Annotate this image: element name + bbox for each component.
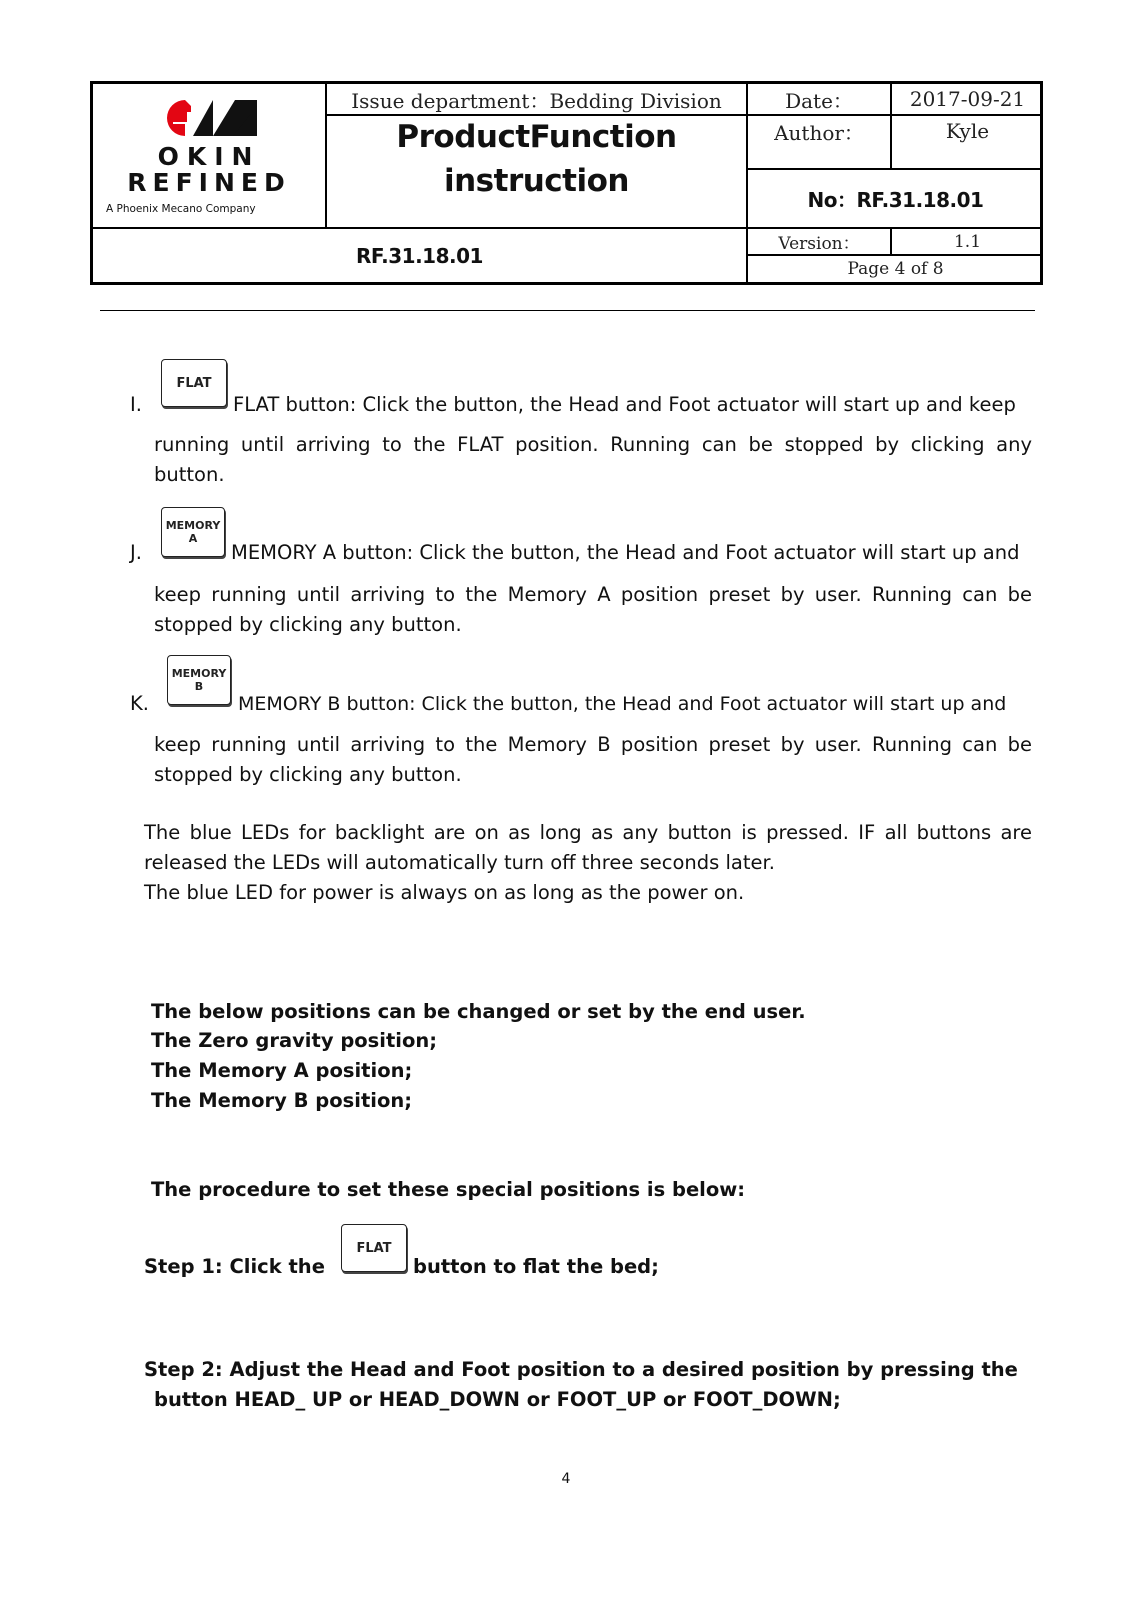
step1-flat-key-label: FLAT: [356, 1240, 392, 1256]
step1-prefix: Step 1: Click the: [144, 1255, 325, 1278]
header-divider: [100, 310, 1035, 311]
item-j-first-line: MEMORY A button: Click the button, the Head and Foot actuator will start up and: [231, 541, 1020, 564]
position-memory-b: The Memory B position;: [151, 1089, 413, 1112]
logo-tagline: A Phoenix Mecano Company: [106, 203, 256, 215]
page-info: Page 4 of 8: [847, 259, 944, 279]
logo-okin-text: OKIN: [157, 142, 261, 171]
step2-line2: button HEAD_ UP or HEAD_DOWN or FOOT_UP or FOOT_DOWN;: [154, 1388, 841, 1411]
position-zero-gravity: The Zero gravity position;: [151, 1029, 438, 1052]
date-value: 2017-09-21: [909, 87, 1026, 111]
item-j-text: keep running until arriving to the Memory A position preset by user. Running can be stopped by clicking any button.: [154, 583, 1032, 636]
doc-number: No：RF.31.18.01: [807, 188, 984, 212]
item-i-text: running until arriving to the FLAT position. Running can be stopped by clicking any button.: [154, 433, 1032, 486]
procedure-title: The procedure to set these special positions is below:: [151, 1178, 746, 1201]
page-number: 4: [561, 1471, 571, 1487]
document-header-table: [90, 81, 1043, 285]
memory-b-key-icon: [167, 655, 231, 705]
flat-key-label: FLAT: [176, 375, 212, 391]
item-k-first-line: MEMORY B button: Click the button, the Head and Foot actuator will start up and: [238, 693, 1007, 715]
step2-line1: Step 2: Adjust the Head and Foot position to a desired position by pressing the: [144, 1358, 1018, 1381]
led-backlight-text: The blue LEDs for backlight are on as long as any button is pressed. IF all buttons are released the LEDs will automatically turn off three seconds later.: [144, 821, 1032, 874]
item-marker-k: K.: [130, 692, 149, 715]
logo-refined-text: REFINED: [127, 168, 291, 197]
memory-b-key-sub: B: [194, 680, 204, 693]
position-memory-a: The Memory A position;: [151, 1059, 413, 1082]
memory-a-key-sub: A: [188, 532, 198, 545]
doc-title-line2: instruction: [443, 163, 629, 199]
item-i-first-line: FLAT button: Click the button, the Head and Foot actuator will start up and keep: [233, 393, 1016, 416]
memory-a-key-label: MEMORY: [165, 519, 221, 532]
author-label: Author：: [774, 120, 864, 145]
issue-department: Issue department：Bedding Division: [351, 88, 722, 113]
date-label: Date：: [785, 88, 853, 113]
positions-intro: The below positions can be changed or set by the end user.: [151, 1000, 806, 1023]
memory-b-key-label: MEMORY: [171, 667, 227, 680]
author-value: Kyle: [945, 119, 990, 143]
memory-a-key-icon: [161, 507, 225, 557]
okin-refined-logo: [93, 84, 325, 229]
doc-title-line1: ProductFunction: [396, 119, 677, 155]
version-label: Version：: [778, 234, 860, 254]
version-value: 1.1: [953, 231, 982, 252]
led-power-text: The blue LED for power is always on as long as the power on.: [144, 881, 745, 904]
item-k-text: keep running until arriving to the Memory B position preset by user. Running can be stopped by clicking any button.: [154, 733, 1032, 786]
step1-flat-key-icon: [341, 1224, 407, 1272]
flat-key-icon: [161, 359, 227, 407]
step1-suffix: button to flat the bed;: [413, 1255, 659, 1278]
item-marker-i: I.: [130, 393, 142, 416]
doc-code: RF.31.18.01: [356, 243, 483, 268]
item-marker-j: J.: [130, 541, 142, 564]
